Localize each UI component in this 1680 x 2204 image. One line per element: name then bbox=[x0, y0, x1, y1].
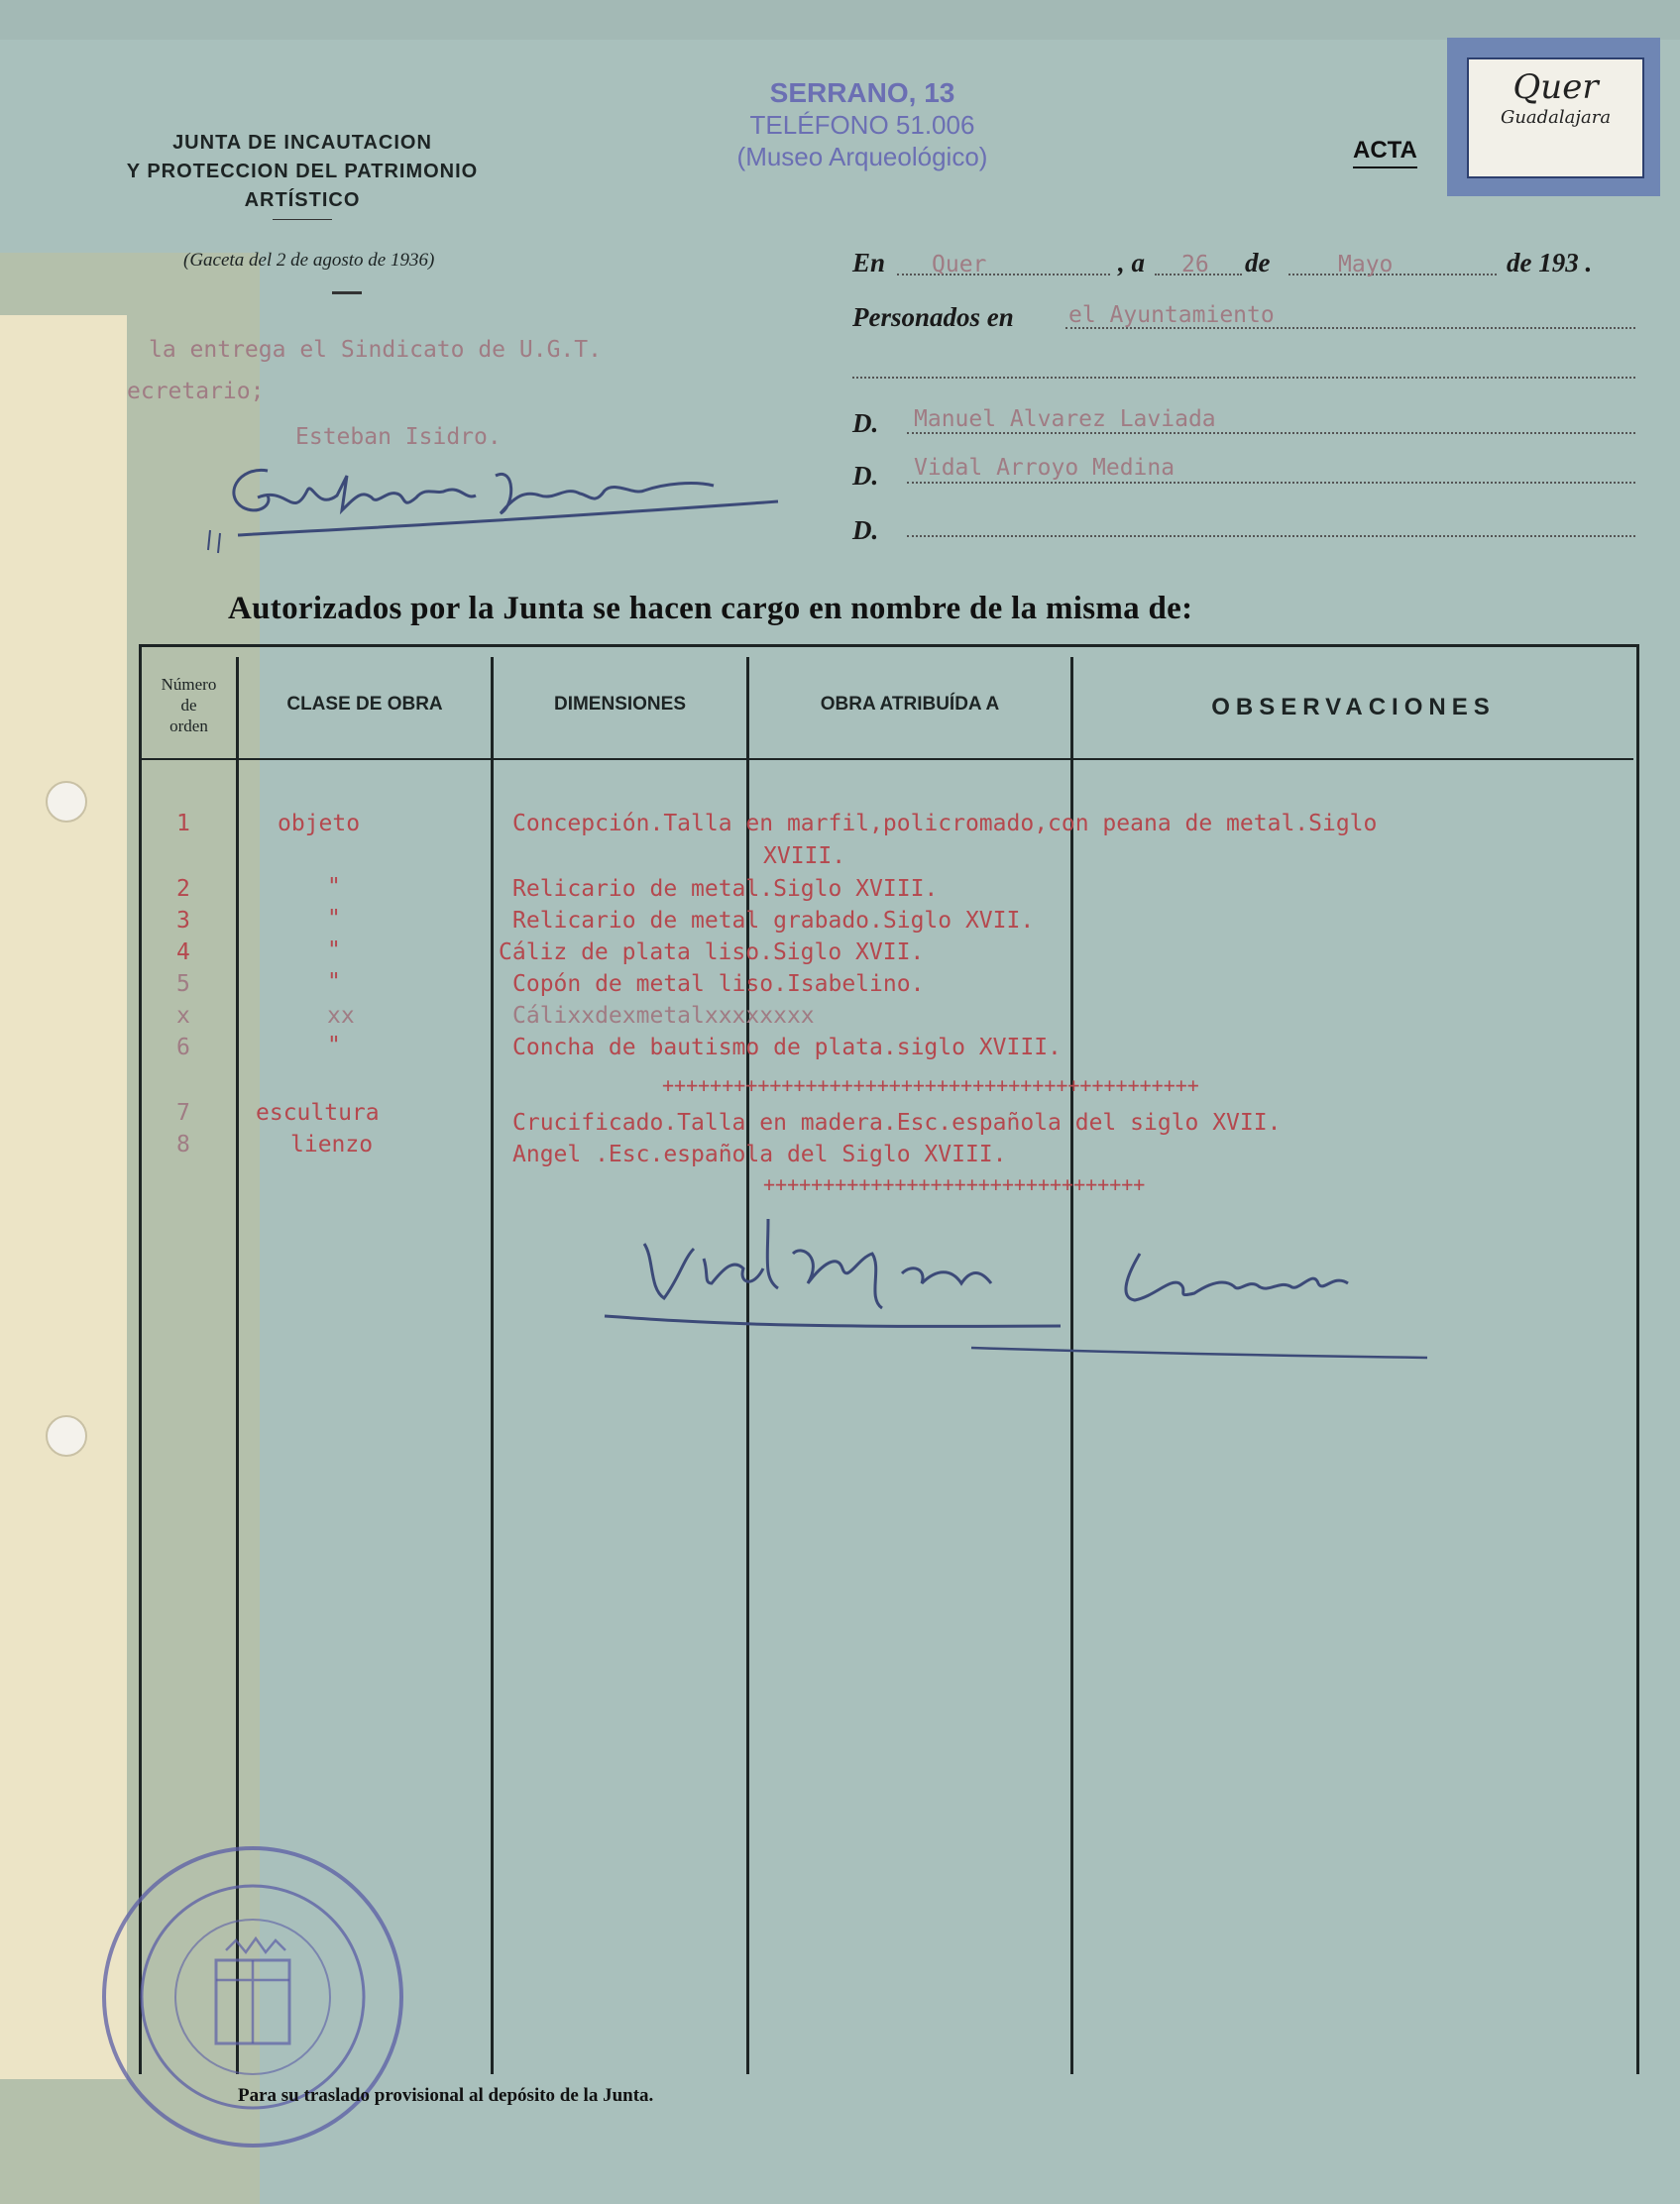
row-number: 1 bbox=[176, 811, 190, 836]
col-header-observaciones: OBSERVACIONES bbox=[1211, 694, 1496, 720]
row-ditto: " bbox=[327, 969, 341, 995]
location-label-inner bbox=[1467, 57, 1644, 178]
row-description: Concha de bautismo de plata.siglo XVIII. bbox=[512, 1035, 1062, 1060]
row-number: 2 bbox=[176, 876, 190, 902]
place-value: Quer bbox=[932, 252, 987, 277]
footer-note: Para su traslado provisional al depósito de la Junta. bbox=[238, 2085, 654, 2106]
location-label bbox=[1447, 38, 1660, 196]
row-number: 4 bbox=[176, 939, 190, 965]
row-description: Cáliz de plata liso.Siglo XVII. bbox=[499, 939, 925, 965]
numero-line-3: orden bbox=[169, 716, 208, 735]
row-number: 6 bbox=[176, 1035, 190, 1060]
dots-d3 bbox=[907, 535, 1635, 537]
row-clase: objeto bbox=[278, 811, 361, 836]
entrega-line-3: Esteban Isidro. bbox=[295, 424, 502, 450]
authorization-title: Autorizados por la Junta se hacen cargo en nombre de la misma de: bbox=[228, 591, 1193, 626]
col-header-numero bbox=[142, 674, 236, 736]
row-number: 3 bbox=[176, 908, 190, 934]
row-clase: escultura bbox=[256, 1100, 380, 1126]
address-museum: (Museo Arqueológico) bbox=[736, 142, 988, 171]
row-description: Crucificado.Talla en madera.Esc.española del siglo XVII. bbox=[512, 1110, 1282, 1136]
row-clase: lienzo bbox=[290, 1132, 374, 1157]
col-header-clase: CLASE DE OBRA bbox=[286, 694, 443, 715]
person-1: Manuel Alvarez Laviada bbox=[914, 406, 1216, 432]
address-stamp bbox=[694, 77, 1031, 172]
d-label-3: D. bbox=[852, 515, 879, 545]
d-label-1: D. bbox=[852, 408, 879, 438]
acta-heading: ACTA bbox=[1353, 137, 1417, 168]
letterhead-line-1: JUNTA DE INCAUTACION bbox=[172, 132, 432, 154]
label-province: Guadalajara bbox=[1500, 107, 1612, 128]
en-label: En bbox=[852, 248, 886, 277]
row-ditto: " bbox=[327, 874, 341, 900]
month-value: Mayo bbox=[1338, 252, 1394, 277]
personados-value: el Ayuntamiento bbox=[1068, 302, 1275, 328]
col-header-dimensiones: DIMENSIONES bbox=[553, 694, 687, 715]
row-number: 5 bbox=[176, 971, 190, 997]
row-description: Angel .Esc.española del Siglo XVIII. bbox=[512, 1142, 1007, 1167]
row-description: Copón de metal liso.Isabelino. bbox=[512, 971, 925, 997]
d-label-2: D. bbox=[852, 461, 879, 491]
row-description: Relicario de metal grabado.Siglo XVII. bbox=[512, 908, 1035, 934]
entrega-line-2: ecretario; bbox=[127, 379, 265, 404]
label-town: Quer bbox=[1512, 67, 1599, 107]
signatures-table bbox=[585, 1199, 1437, 1368]
row-description-cont: XVIII. bbox=[763, 843, 846, 869]
row-description: Relicario de metal.Siglo XVIII. bbox=[512, 876, 939, 902]
row-ditto: " bbox=[327, 937, 341, 963]
header-divider bbox=[139, 758, 1633, 760]
row-ditto: " bbox=[327, 906, 341, 932]
numero-line-2: de bbox=[180, 696, 197, 715]
punch-hole-top bbox=[46, 781, 87, 823]
binding-strip bbox=[0, 315, 127, 2079]
day-value: 26 bbox=[1181, 252, 1209, 277]
dots-d1 bbox=[907, 432, 1635, 434]
year-label: de 193 . bbox=[1507, 248, 1593, 277]
a-label: , a bbox=[1118, 248, 1145, 277]
row-ditto: " bbox=[327, 1033, 341, 1058]
row-struck-clase: xx bbox=[327, 1003, 355, 1029]
row-number: 7 bbox=[176, 1100, 190, 1126]
letterhead-line-2: Y PROTECCION DEL PATRIMONIO bbox=[126, 161, 479, 182]
entrega-line-1: la entrega el Sindicato de U.G.T. bbox=[149, 337, 602, 363]
dots-blank-line bbox=[852, 377, 1635, 379]
torn-top-edge bbox=[0, 0, 1680, 40]
dots-d2 bbox=[907, 482, 1635, 484]
numero-line-1: Número bbox=[161, 675, 217, 694]
punch-hole-bottom bbox=[46, 1415, 87, 1457]
dots-place bbox=[897, 274, 1110, 276]
de-label-1: de bbox=[1245, 248, 1271, 277]
address-phone: TELÉFONO 51.006 bbox=[749, 110, 975, 140]
gaceta-reference: (Gaceta del 2 de agosto de 1936) bbox=[183, 250, 435, 271]
row-description: Concepción.Talla en marfil,policromado,con peana de metal.Siglo bbox=[512, 811, 1378, 836]
address-street: SERRANO, 13 bbox=[769, 77, 955, 108]
ornament-mark bbox=[332, 291, 362, 304]
col-divider-2 bbox=[491, 657, 494, 2074]
signature-esteban bbox=[198, 436, 793, 565]
letterhead-line-3: ARTÍSTICO bbox=[244, 189, 361, 211]
letterhead bbox=[119, 129, 486, 220]
row-number: x bbox=[176, 1003, 190, 1029]
person-2: Vidal Arroyo Medina bbox=[914, 455, 1176, 481]
personados-label: Personados en bbox=[852, 302, 1014, 332]
separator-line: ++++++++++++++++++++++++++++++++ bbox=[763, 1172, 1146, 1196]
row-struck-description: Cálixxdexmetalxxxxxxxx bbox=[512, 1003, 815, 1029]
row-number: 8 bbox=[176, 1132, 190, 1157]
separator-line: +++++++++++++++++++++++++++++++++++++++++++++ bbox=[662, 1073, 1199, 1097]
letterhead-rule bbox=[273, 219, 332, 220]
col-header-obra: OBRA ATRIBUÍDA A bbox=[820, 694, 1000, 715]
